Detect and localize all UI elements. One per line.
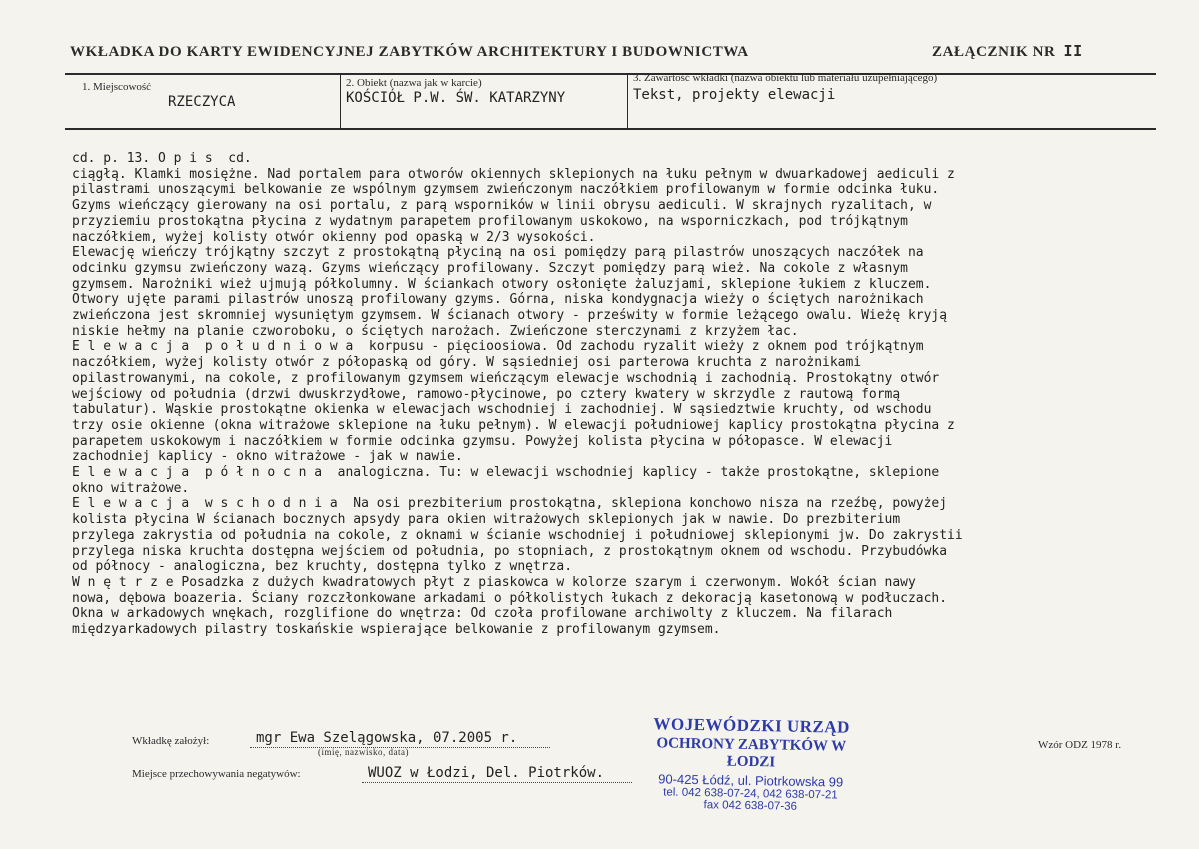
stamp-line-5: fax 042 638-07-36 xyxy=(703,799,798,813)
description-line: W n ę t r z e Posadzka z dużych kwadratowych płyt z piaskowca w kolorze szarym i czerwonym. Wokół ścian nawy xyxy=(72,574,916,590)
description-line: ciągłą. Klamki mosiężne. Nad portalem para otworów okiennych sklepionych na łuku pełnym w dwuarkadowej aediculi z xyxy=(72,166,955,182)
stamp-line-4: tel. 042 638-07-24, 042 638-07-21 xyxy=(663,786,838,802)
office-stamp xyxy=(635,714,867,814)
field-divider-2 xyxy=(627,74,628,129)
object-label: 2. Obiekt (nazwa jak w karcie) xyxy=(346,77,482,89)
field-divider-1 xyxy=(340,74,341,129)
appendix-label: ZAŁĄCZNIK NR xyxy=(932,44,1056,60)
description-line: cd. p. 13. O p i s cd. xyxy=(72,151,252,166)
description-line: wejściowy od południa (drzwi dwuskrzydłowe, ramowo-płycinowe, po cztery kwatery w skrzydle z rautową formą xyxy=(72,386,901,402)
description-line: trzy osie okienne (okna witrażowe sklepione na łuku pełnym). W elewacji południowej kaplicy prostokątna płycina z xyxy=(72,417,955,433)
stamp-line-1: WOJEWÓDZKI URZĄD xyxy=(653,714,851,737)
header-bottom-rule xyxy=(65,128,1156,130)
description-line: Otwory ujęte parami pilastrów unoszą profilowany gzyms. Górna, niska kondygnacja wieży o ściętych narożnikach xyxy=(72,292,924,308)
header-top-rule xyxy=(65,73,1156,75)
content-label: 3. Zawartość wkładki (nazwa obiektu lub materiału uzupełniającego) xyxy=(633,72,938,84)
prepared-by-label: Wkładkę założył: xyxy=(132,735,210,747)
prepared-by-value: mgr Ewa Szelągowska, 07.2005 r. xyxy=(256,730,518,746)
description-line: zachodniej kaplicy - okno witrażowe - jak w nawie. xyxy=(72,449,463,465)
description-line: przyziemiu prostokątna płycina z wydatnym parapetem profilowanym uskokowo, na wsporniczkach, pod trójkątnym xyxy=(72,213,908,229)
prepared-by-hint: (imię, nazwisko, data) xyxy=(318,747,409,757)
description-line: E l e w a c j a w s c h o d n i a Na osi prezbiterium prostokątna, sklepiona konchowo nisza na rzeźbę, powyżej xyxy=(72,496,948,512)
description-line: Okna w arkadowych wnękach, rozglifione do wnętrza: Od czoła profilowane archiwolty z kluczem. Na filarach xyxy=(72,606,893,622)
description-line: opilastrowanymi, na cokole, z profilowanym gzymsem wieńczącym elewacje wschodnią i zachodnią. Prostokątny otwór xyxy=(72,370,940,386)
description-line: Gzyms wieńczący gierowany na osi portalu, z parą wsporników w linii obrysu aediculi. W skrajnych ryzalitach, w xyxy=(72,198,932,214)
description-line: parapetem uskokowym i naczółkiem w formie odcinka gzymsu. Powyżej kolista płycina w półopasce. W elewacji xyxy=(72,433,893,449)
appendix-number xyxy=(932,42,1083,61)
description-line: przylega zakrystia od południa na cokole, z oknami w ścianie wschodniej i południowej sklepionymi jw. Do zakrystii xyxy=(72,527,963,543)
storage-dotted-line xyxy=(362,782,632,783)
description-line: E l e w a c j a p ó ł n o c n a analogiczna. Tu: w elewacji wschodniej kaplicy - także prostokątne, sklepione xyxy=(72,465,940,481)
content-value: Tekst, projekty elewacji xyxy=(633,87,836,103)
stamp-line-3: 90-425 Łódź, ul. Piotrkowska 99 xyxy=(658,771,844,790)
description-line: zwieńczona jest skromniej wysuniętym gzymsem. W ścianach otwory - prześwity w formie leżącego owalu. Wieżę kryją xyxy=(72,308,948,324)
stamp-line-2: OCHRONY ZABYTKÓW W ŁODZI xyxy=(656,735,847,771)
locality-value: RZECZYCA xyxy=(168,94,236,110)
description-line: niskie hełmy na planie czworoboku, o ściętych narożach. Zwieńczone sterczynami z krzyżem łac. xyxy=(72,323,799,339)
description-line: okno witrażowe. xyxy=(72,480,190,496)
description-line: E l e w a c j a p o ł u d n i o w a korpusu - pięcioosiowa. Od zachodu ryzalit wieży z oknem pod trójkątnym xyxy=(72,339,924,355)
description-line: przylega niska kruchta dostępna wejściem od południa, po stopniach, z prostokątnym oknem od wschodu. Przybudówka xyxy=(72,543,948,559)
description-line: naczółkiem, wyżej kolisty otwór z półopaską od góry. W sąsiedniej osi parterowa kruchta z narożnikami xyxy=(72,355,862,371)
appendix-value: II xyxy=(1063,42,1083,60)
description-line: pilastrami unoszącymi belkowanie ze wspólnym gzymsem zwieńczonym naczółkiem profilowanym w formie odcinka łuku. xyxy=(72,182,940,198)
description-line: Elewację wieńczy trójkątny szczyt z prostokątną płyciną na osi pomiędzy parą pilastrów unoszących naczółek na xyxy=(72,245,924,261)
locality-label: 1. Miejscowość xyxy=(82,81,152,93)
form-title: WKŁADKA DO KARTY EWIDENCYJNEJ ZABYTKÓW ARCHITEKTURY I BUDOWNICTWA xyxy=(70,44,749,60)
description-text xyxy=(72,151,1162,638)
description-line: gzymsem. Narożniki wież ujmują półkolumny. W ściankach otwory osłonięte żaluzjami, sklepione łukiem z kluczem. xyxy=(72,276,932,292)
storage-label: Miejsce przechowywania negatywów: xyxy=(132,768,301,780)
description-line: od północy - analogiczna, bez kruchty, dostępna tylko z wnętrza. xyxy=(72,559,573,575)
description-line: tabulatur). Wąskie prostokątne okienka w elewacjach wschodniej i zachodniej. W sąsiedztwie kruchty, od wschodu xyxy=(72,402,932,418)
description-line: międzyarkadowych pilastry toskańskie wspierające belkowanie z profilowanym gzymsem. xyxy=(72,622,721,638)
description-line: kolista płycina W ścianach bocznych apsydy para okien witrażowych sklepionych jak w nawie. Do prezbiterium xyxy=(72,512,901,528)
object-value: KOŚCIÓŁ P.W. ŚW. KATARZYNY xyxy=(346,90,566,106)
description-line: odcinku gzymsu zwieńczony wazą. Gzyms wieńczący profilowany. Szczyt pomiędzy parą wież. Na cokole z własnym xyxy=(72,260,908,276)
storage-value: WUOZ w Łodzi, Del. Piotrków. xyxy=(368,765,605,781)
description-line: naczółkiem, wyżej kolisty otwór okienny pod opaską w 2/3 wysokości. xyxy=(72,229,596,245)
description-line: nowa, dębowa boazeria. Ściany rozczłonkowane arkadami o półkolistych łukach z dekoracją kasetonową w podłuczach. xyxy=(72,590,948,606)
form-model-label: Wzór ODZ 1978 r. xyxy=(1038,739,1122,751)
